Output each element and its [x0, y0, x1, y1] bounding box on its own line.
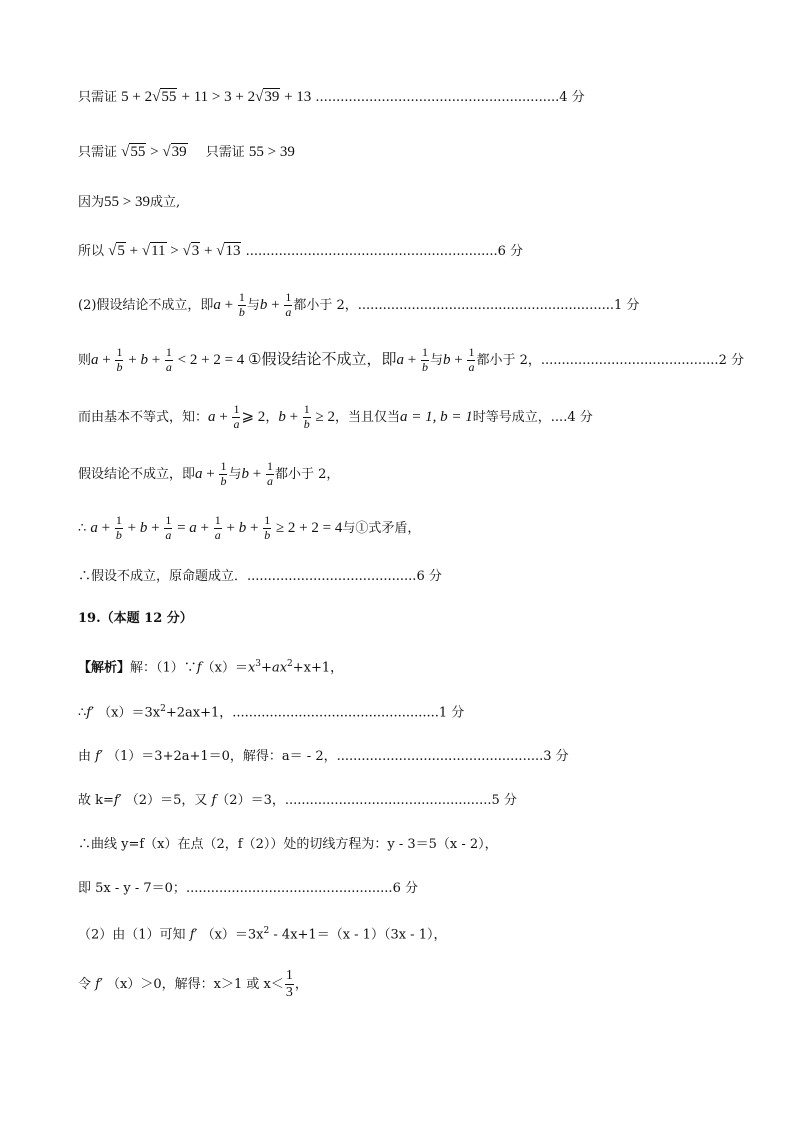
math: =	[173, 519, 190, 536]
fraction	[263, 514, 271, 543]
exponent: 2	[160, 704, 166, 714]
fraction	[238, 291, 246, 320]
text: 与	[429, 352, 443, 368]
var: f	[95, 977, 100, 993]
numerator: 1	[115, 513, 122, 527]
var: f	[189, 927, 195, 943]
leader-dots: .............................................................	[245, 244, 498, 259]
math: ≥ 2	[311, 408, 336, 425]
exponent: 3	[255, 659, 262, 669]
math: +	[125, 243, 142, 259]
line-16	[78, 838, 498, 851]
text: 故 k=	[78, 793, 114, 808]
fraction	[284, 291, 292, 320]
fraction	[115, 346, 123, 375]
line-12	[78, 660, 343, 674]
math: 55 > 39	[248, 144, 295, 160]
text: 则	[78, 352, 92, 368]
denominator: b	[116, 359, 123, 374]
exponent: 2	[263, 926, 270, 936]
math: +	[267, 296, 284, 313]
math: +	[196, 519, 213, 536]
text: 都小于 2，	[274, 466, 340, 482]
text: ′ （1）＝3+2a+1＝0，解得：a＝ - 2，	[99, 749, 337, 764]
denominator: b	[238, 304, 245, 319]
math: +	[220, 296, 237, 313]
var: a	[208, 408, 216, 425]
var: b	[241, 465, 249, 482]
math: ⩾ 2	[241, 408, 266, 425]
leader-dots: .........................................	[247, 569, 417, 584]
var: x	[247, 660, 256, 676]
text: 与	[246, 297, 260, 313]
fraction	[266, 460, 274, 489]
sqrt-sign: √	[121, 144, 130, 160]
math: >	[146, 144, 163, 160]
var: f	[86, 705, 92, 721]
math: +	[404, 351, 420, 368]
var: b	[442, 351, 451, 368]
score: 6 分	[497, 244, 524, 259]
text: 都小于 2，	[476, 352, 541, 368]
math: +	[215, 408, 232, 425]
var: a	[189, 519, 197, 536]
text: 只需证	[78, 90, 118, 105]
text: +	[261, 660, 272, 676]
line-6	[78, 346, 744, 375]
denominator: a	[165, 527, 172, 542]
math: + 13	[280, 89, 312, 105]
sqrt-sign: √	[162, 144, 171, 160]
denominator: a	[165, 359, 172, 374]
text: +2ax+1，	[165, 705, 233, 721]
sqrt-sign: √	[216, 243, 225, 259]
text: ′ （x）＞0，解得：x＞1 或 x＜	[99, 977, 284, 993]
var: a	[213, 296, 221, 313]
line-7	[78, 403, 593, 432]
radicand: 39	[171, 144, 187, 160]
math: < 2 + 2 = 4 ①假设结论不成立，即	[173, 351, 397, 368]
math: +	[200, 243, 217, 259]
numerator: 1	[238, 290, 245, 304]
text: 只需证	[205, 145, 249, 160]
leader-dots: ..................................................	[284, 793, 492, 808]
leader-dots: ..............................................................	[357, 297, 614, 313]
var: f	[95, 749, 100, 764]
score: 6 分	[392, 881, 418, 896]
fraction	[232, 403, 240, 432]
math: +	[285, 408, 302, 425]
math: ≥ 2 + 2 = 4	[272, 519, 343, 536]
text: 时等号成立，....	[472, 409, 568, 425]
line-2	[78, 145, 295, 160]
text: +x+1，	[292, 660, 344, 676]
numerator: 1	[220, 459, 227, 473]
math: 5 + 2	[121, 89, 153, 105]
sqrt-sign: √	[182, 243, 191, 259]
var: a	[396, 351, 404, 368]
fraction	[165, 346, 173, 375]
denominator: a	[233, 416, 240, 431]
var: b	[238, 519, 247, 536]
text: ∴假设不成立，原命题成立．	[78, 569, 248, 584]
text: ′ （x）＝3x	[91, 705, 161, 721]
denominator: a	[285, 304, 292, 319]
math: +	[124, 351, 141, 368]
radicand: 11	[151, 243, 166, 259]
radicand: 5	[117, 243, 125, 259]
text: 而由基本不等式，知：	[78, 409, 209, 425]
text: - 4x+1＝（x - 1）（3x - 1），	[269, 927, 447, 943]
numerator: 1	[266, 459, 273, 473]
numerator: 1	[285, 968, 294, 985]
numerator: 1	[468, 345, 475, 359]
leader-dots: ...........................................	[540, 352, 719, 368]
fraction	[164, 514, 172, 543]
exponent: 2	[287, 659, 293, 669]
score: 3 分	[543, 749, 569, 764]
var: f	[211, 793, 217, 808]
text: 解：（1）∵	[130, 660, 197, 676]
line-17	[78, 882, 418, 895]
numerator: 1	[214, 513, 221, 527]
line-8	[78, 460, 339, 489]
fraction	[303, 403, 311, 432]
fraction	[219, 460, 227, 489]
text: （2）由（1）可知	[78, 927, 190, 943]
text: ，	[294, 977, 308, 993]
text: 因为	[78, 195, 105, 210]
text: 所以	[78, 244, 109, 259]
text: （2）＝3，	[216, 793, 285, 808]
question-heading	[78, 612, 193, 625]
math: +	[97, 519, 114, 536]
line-5	[78, 291, 639, 320]
denominator: b	[264, 527, 271, 542]
math: +	[450, 351, 467, 368]
denominator: b	[303, 416, 310, 431]
var: f	[113, 793, 119, 808]
fraction	[467, 346, 475, 375]
numerator: 1	[303, 402, 310, 416]
numerator: 1	[264, 513, 271, 527]
math: + 11 > 3 + 2	[181, 89, 256, 105]
numerator: 1	[116, 345, 123, 359]
leader-dots: ..................................................	[185, 881, 393, 896]
numerator: 1	[285, 290, 292, 304]
radicand: 55	[130, 144, 146, 160]
fraction	[285, 968, 294, 1001]
line-4	[78, 244, 523, 259]
score: 4 分	[567, 409, 593, 425]
var: ax	[271, 660, 288, 676]
text: ，	[265, 409, 279, 425]
text: 假设结论不成立，即	[78, 466, 196, 482]
radicand: 39	[264, 89, 280, 105]
text: 与①式矛盾，	[342, 520, 421, 536]
var: b	[259, 296, 268, 313]
denominator: a	[468, 359, 475, 374]
var: a	[195, 465, 203, 482]
math: 55 > 39	[104, 194, 150, 210]
denominator: 3	[285, 985, 293, 1001]
text: ∴	[78, 520, 91, 536]
math: +	[222, 519, 239, 536]
score: 1 分	[614, 297, 640, 313]
text: 由	[78, 749, 96, 764]
denominator: a	[266, 473, 273, 488]
text: (2)假设结论不成立，即	[78, 297, 214, 313]
leader-dots: ..................................................	[232, 705, 439, 721]
text: 成立,	[149, 195, 181, 210]
math: +	[147, 351, 164, 368]
math: +	[123, 519, 140, 536]
denominator: b	[115, 527, 122, 542]
numerator: 1	[233, 402, 240, 416]
text: ∴曲线 y=f（x）在点（2，f（2））处的切线方程为：y - 3＝5（x - 2），	[78, 837, 498, 852]
denominator: b	[421, 359, 428, 374]
denominator: b	[220, 473, 227, 488]
fraction	[214, 514, 222, 543]
math: +	[98, 351, 115, 368]
score: 4 分	[559, 90, 585, 105]
line-15	[78, 794, 517, 807]
text: （x）＝	[201, 660, 248, 676]
var: b	[278, 408, 286, 425]
text: ′ （2）＝5，又	[118, 793, 212, 808]
text: 即 5x - y - 7＝0；	[78, 881, 186, 896]
text: 令	[78, 977, 96, 993]
line-13	[78, 705, 464, 719]
line-3	[78, 195, 180, 210]
var: a	[91, 351, 99, 368]
text: 都小于 2，	[293, 297, 358, 313]
score: 2 分	[718, 352, 744, 368]
text: ，当且仅当	[335, 409, 401, 425]
score: 1 分	[438, 705, 465, 721]
math: +	[147, 519, 164, 536]
text: ∴	[78, 705, 87, 721]
leader-dots: ..................................................	[336, 749, 544, 764]
numerator: 1	[165, 513, 172, 527]
math: +	[246, 519, 263, 536]
text: 19.（本题 12 分）	[78, 611, 193, 626]
numerator: 1	[421, 345, 428, 359]
line-18	[78, 927, 446, 941]
score: 6 分	[416, 569, 442, 584]
label: 【解析】	[78, 660, 131, 676]
math: a = 1, b = 1	[400, 408, 473, 425]
fraction	[421, 346, 429, 375]
var: a	[90, 519, 98, 536]
radicand: 55	[161, 89, 177, 105]
math: +	[249, 465, 265, 482]
denominator: a	[214, 527, 221, 542]
score: 5 分	[491, 793, 517, 808]
sqrt-sign: √	[108, 243, 117, 259]
line-14	[78, 750, 569, 763]
sqrt-sign: √	[141, 243, 151, 259]
var: b	[140, 351, 148, 368]
sqrt-sign: √	[152, 89, 161, 105]
var: f	[196, 660, 202, 676]
math: >	[166, 243, 183, 259]
text: 只需证	[78, 145, 122, 160]
line-1	[78, 90, 585, 105]
line-19	[78, 968, 308, 1001]
radicand: 13	[225, 243, 241, 259]
line-10	[78, 570, 442, 583]
fraction	[115, 514, 123, 543]
text: ′ （x）＝3x	[194, 927, 264, 943]
math: +	[202, 465, 219, 482]
sqrt-sign: √	[255, 89, 264, 105]
line-9	[78, 514, 420, 543]
numerator: 1	[165, 345, 172, 359]
text: 与	[228, 466, 242, 482]
radicand: 3	[191, 243, 200, 259]
leader-dots: ...........................................................	[315, 90, 560, 105]
var: b	[139, 519, 148, 536]
